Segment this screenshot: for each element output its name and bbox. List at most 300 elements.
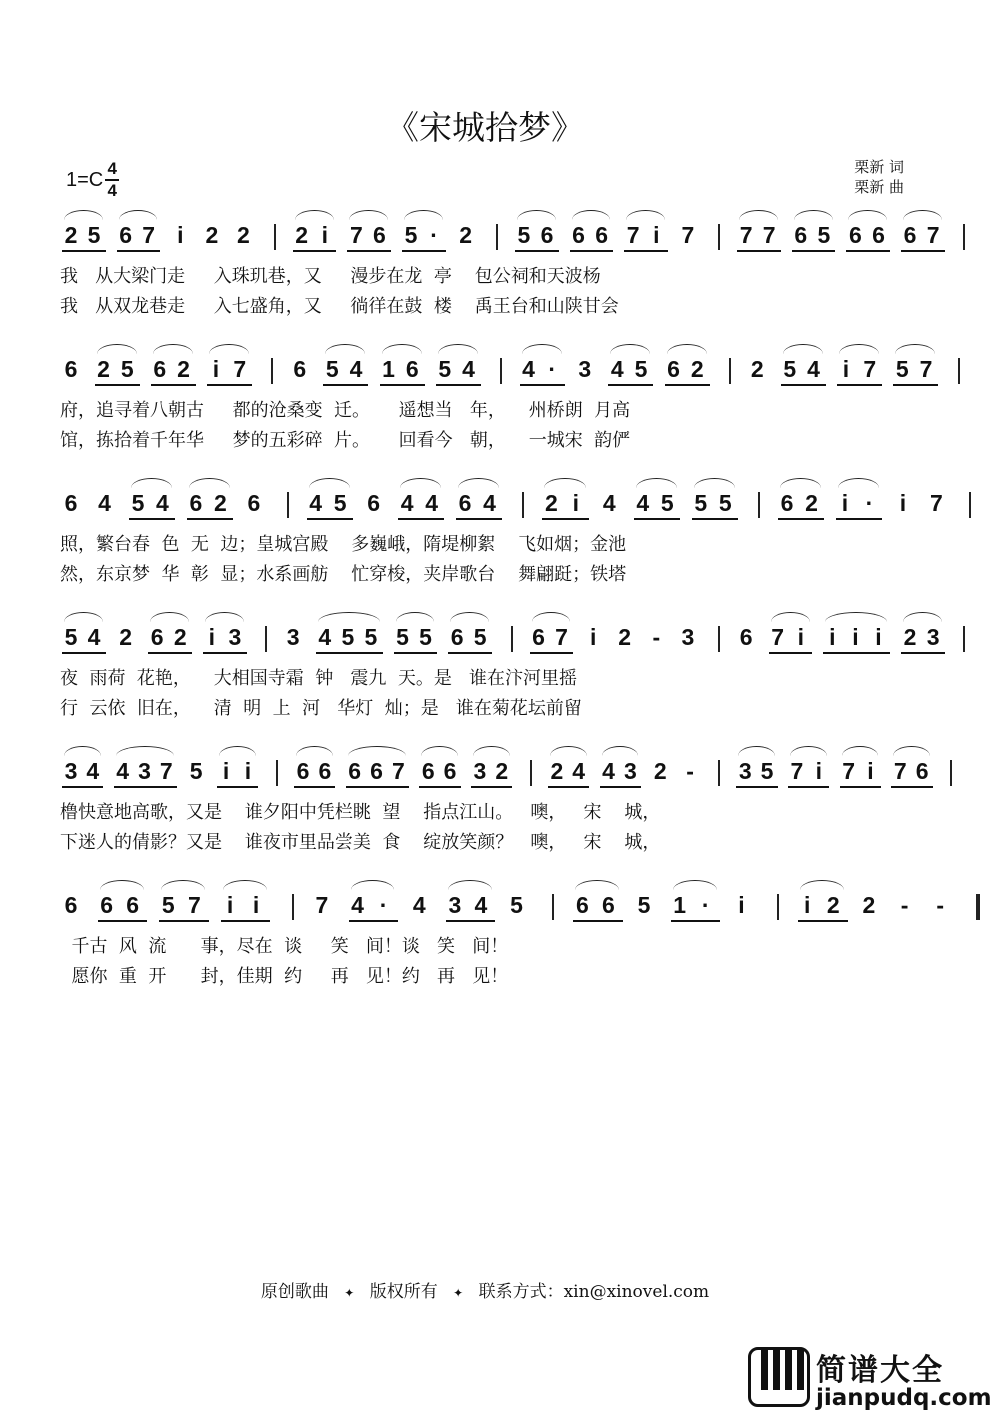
beam-underline <box>307 518 353 520</box>
note: 7 <box>233 356 247 382</box>
slur <box>64 746 101 756</box>
note: i <box>852 624 859 650</box>
barline <box>530 760 532 786</box>
beam-underline <box>548 786 589 788</box>
slur <box>205 612 244 622</box>
note: i <box>208 624 216 650</box>
note: 6 <box>849 222 862 248</box>
beam-underline <box>840 786 881 788</box>
credits <box>854 157 904 197</box>
beam-underline <box>316 652 383 654</box>
note: · <box>548 356 557 382</box>
note: 4 <box>98 490 111 516</box>
note: 7 <box>893 758 907 784</box>
barline <box>758 492 760 518</box>
note: 2 <box>237 222 250 248</box>
note: 5 <box>517 222 531 248</box>
beam-underline <box>323 384 368 386</box>
slur <box>838 478 879 488</box>
note: 3 <box>681 624 695 650</box>
note: 6 <box>153 356 167 382</box>
note: 4 <box>602 758 615 784</box>
beam-underline <box>62 652 106 654</box>
note: 2 <box>173 624 187 650</box>
beam-underline <box>456 518 502 520</box>
note: 4 <box>351 892 364 918</box>
note: 7 <box>842 758 856 784</box>
note: 2 <box>495 758 509 784</box>
beam-underline <box>781 384 826 386</box>
note: i <box>829 624 836 650</box>
note: 3 <box>138 758 151 784</box>
beam-underline <box>203 652 247 654</box>
note: 5 <box>783 356 797 382</box>
note: 2 <box>64 222 78 248</box>
note: 6 <box>667 356 680 382</box>
footer-text-copyright: 版权所有 <box>369 1282 438 1302</box>
note: i <box>572 490 580 516</box>
beam-underline <box>293 250 337 252</box>
note: 4 <box>400 490 414 516</box>
beam-underline <box>419 786 460 788</box>
time-signature <box>105 160 119 200</box>
note: 6 <box>126 892 140 918</box>
beam-underline <box>624 250 668 252</box>
note: 6 <box>780 490 794 516</box>
note: 3 <box>926 624 940 650</box>
slur <box>119 210 158 220</box>
beam-underline <box>187 518 233 520</box>
note: 2 <box>805 490 818 516</box>
beam-underline <box>692 518 738 520</box>
beam-underline <box>436 384 481 386</box>
beam-underline <box>471 786 512 788</box>
note: 7 <box>926 222 940 248</box>
note: 5 <box>64 624 78 650</box>
barline <box>265 626 267 652</box>
barline <box>511 626 513 652</box>
lyric-text: 我 从双龙巷走 入七盛角，又 徜徉在鼓 楼 禹王台和山陕甘会 <box>60 296 619 317</box>
slur <box>667 344 707 354</box>
note: 7 <box>919 356 933 382</box>
barline <box>950 760 952 786</box>
lyric-text: 行 云依 旧在， 清 明 上 河 华灯 灿；是 谁在菊花坛前留 <box>60 698 582 719</box>
note: 3 <box>738 758 752 784</box>
note: 5 <box>817 222 831 248</box>
note: i <box>738 892 745 918</box>
note: 2 <box>177 356 190 382</box>
star-icon: ✦ <box>453 1286 464 1300</box>
slur <box>739 210 778 220</box>
slur <box>153 344 193 354</box>
note: 3 <box>578 356 592 382</box>
note: 6 <box>119 222 133 248</box>
note: 2 <box>550 758 564 784</box>
note: 7 <box>930 490 943 516</box>
note: 3 <box>623 758 637 784</box>
beam-underline <box>346 786 409 788</box>
note: 6 <box>64 356 78 382</box>
note: 4 <box>474 892 488 918</box>
barline <box>777 894 779 920</box>
note: 4 <box>318 624 332 650</box>
slur <box>400 478 441 488</box>
note: - <box>652 624 661 650</box>
note: 2 <box>459 222 473 248</box>
note: 7 <box>142 222 156 248</box>
note: 5 <box>718 490 732 516</box>
note: 4 <box>462 356 475 382</box>
logo-name: 简谱大全 <box>816 1353 944 1388</box>
note: 5 <box>404 222 418 248</box>
slur <box>694 478 735 488</box>
slur <box>223 880 267 890</box>
note: 2 <box>862 892 876 918</box>
beam-underline <box>95 384 140 386</box>
beam-underline <box>347 250 391 252</box>
slur <box>895 344 935 354</box>
note: i <box>875 624 882 650</box>
beam-underline <box>901 652 945 654</box>
slur <box>783 344 823 354</box>
score-title: 《宋城拾梦》 <box>386 108 584 147</box>
note: 7 <box>681 222 695 248</box>
lyric-line-2 <box>60 694 910 718</box>
lyric-text: 愿你 重 开 封，佳期 约 再 见！约 再 见！ <box>60 966 509 987</box>
note: 6 <box>405 356 419 382</box>
barline <box>729 358 731 384</box>
slur <box>626 210 665 220</box>
note: 4 <box>156 490 169 516</box>
note: 4 <box>602 490 616 516</box>
beam-underline <box>294 786 335 788</box>
slur <box>673 880 717 890</box>
note: 6 <box>373 222 386 248</box>
slur <box>161 880 205 890</box>
note: 2 <box>653 758 667 784</box>
note: 6 <box>189 490 203 516</box>
barline <box>718 760 720 786</box>
lyric-text: 然，东京梦 华 彰 显；水系画舫 忙穿梭，夹岸歌台 舞翩跹；铁塔 <box>60 564 627 585</box>
slur <box>771 612 810 622</box>
note-line <box>60 490 943 518</box>
beam-underline <box>634 518 680 520</box>
beam-underline <box>837 384 882 386</box>
note: 6 <box>367 490 381 516</box>
beam-underline <box>448 652 492 654</box>
note-line <box>60 892 945 920</box>
note: · <box>379 892 388 918</box>
note: 7 <box>391 758 405 784</box>
beam-underline <box>394 652 438 654</box>
note: 2 <box>295 222 309 248</box>
note: 6 <box>739 624 753 650</box>
slur <box>100 880 144 890</box>
slur <box>396 612 435 622</box>
beam-underline <box>600 786 641 788</box>
note: 6 <box>903 222 917 248</box>
note: 6 <box>458 490 472 516</box>
key-signature <box>66 160 119 200</box>
note: 6 <box>532 624 545 650</box>
note: 6 <box>794 222 808 248</box>
note: i <box>899 490 907 516</box>
slur <box>64 612 103 622</box>
note: 5 <box>396 624 409 650</box>
slur <box>209 344 249 354</box>
beam-underline <box>608 384 653 386</box>
time-bottom: 4 <box>107 181 117 200</box>
note: - <box>686 758 694 784</box>
note: i <box>321 222 328 248</box>
note: 5 <box>637 892 651 918</box>
note: i <box>252 892 260 918</box>
lyric-text: 夜 雨荷 花艳， 大相国寺霜 钟 震九 天。是 谁在汴河里摇 <box>60 668 577 689</box>
note: i <box>842 356 850 382</box>
beam-underline <box>846 250 890 252</box>
note: 2 <box>119 624 133 650</box>
logo-url: jianpudq.com <box>816 1385 992 1411</box>
beam-underline <box>62 786 103 788</box>
slur <box>64 210 103 220</box>
barline <box>552 894 554 920</box>
beam-underline <box>893 384 938 386</box>
note-line <box>60 758 929 786</box>
beam-underline <box>671 920 720 922</box>
slur <box>351 880 395 890</box>
note: 2 <box>213 490 227 516</box>
slur <box>848 210 887 220</box>
beam-underline <box>530 652 574 654</box>
note: 1 <box>382 356 395 382</box>
note: 6 <box>348 758 362 784</box>
note: 5 <box>438 356 452 382</box>
beam-underline <box>398 518 444 520</box>
slur <box>448 880 492 890</box>
note: 5 <box>325 356 339 382</box>
beam-underline <box>446 920 495 922</box>
note: 7 <box>626 222 640 248</box>
note-line <box>60 356 933 384</box>
note: i <box>177 222 184 248</box>
note: - <box>936 892 945 918</box>
note: 5 <box>364 624 378 650</box>
beam-underline <box>217 786 258 788</box>
beam-underline <box>901 250 945 252</box>
slur <box>450 612 489 622</box>
note: 6 <box>915 758 929 784</box>
beam-underline <box>349 920 398 922</box>
note: 6 <box>296 758 310 784</box>
note: 6 <box>64 490 78 516</box>
barline <box>496 224 498 250</box>
beam-underline <box>792 250 836 252</box>
note: 5 <box>341 624 355 650</box>
note: · <box>701 892 710 918</box>
beam-underline <box>114 786 177 788</box>
lyric-line-2 <box>60 962 910 986</box>
beam-underline <box>159 920 208 922</box>
piano-keys-icon <box>748 1347 810 1407</box>
beam-underline <box>778 518 824 520</box>
note: 7 <box>187 892 201 918</box>
note: 6 <box>318 758 332 784</box>
note: 2 <box>544 490 558 516</box>
beam-underline <box>788 786 829 788</box>
note: 2 <box>690 356 704 382</box>
beam-underline <box>573 920 622 922</box>
note: 5 <box>419 624 432 650</box>
slur <box>382 344 422 354</box>
footer <box>0 1277 970 1302</box>
barline <box>274 224 276 250</box>
beam-underline <box>515 250 559 252</box>
slur <box>116 746 175 756</box>
note: 5 <box>510 892 523 918</box>
note: 6 <box>595 222 609 248</box>
note: 5 <box>760 758 774 784</box>
note: 5 <box>895 356 909 382</box>
note: 5 <box>660 490 674 516</box>
barline <box>963 626 965 652</box>
note: i <box>804 892 811 918</box>
beam-underline <box>737 250 781 252</box>
slur <box>325 344 365 354</box>
slur <box>825 612 887 622</box>
note: i <box>867 758 874 784</box>
beam-underline <box>665 384 710 386</box>
lyric-text: 橹快意地高歌，又是 谁夕阳中凭栏眺 望 指点江山。 噢， 宋 城， <box>60 802 661 823</box>
beam-underline <box>542 518 588 520</box>
slur <box>309 478 350 488</box>
note: 4 <box>572 758 586 784</box>
note: 6 <box>421 758 435 784</box>
composer: 栗新 曲 <box>854 178 904 196</box>
note: · <box>430 222 438 248</box>
note: 4 <box>807 356 820 382</box>
lyric-line-2 <box>60 828 910 852</box>
beam-underline <box>207 384 252 386</box>
slur <box>602 746 639 756</box>
footer-text-contact: 联系方式：xin@xinovel.com <box>478 1282 710 1302</box>
beam-underline <box>98 920 147 922</box>
note: 6 <box>443 758 457 784</box>
note: 4 <box>349 356 363 382</box>
barline <box>958 358 960 384</box>
note: 2 <box>205 222 219 248</box>
note: i <box>212 356 220 382</box>
slur <box>532 612 571 622</box>
beam-underline <box>151 384 196 386</box>
barline <box>718 224 720 250</box>
beam-underline <box>117 250 161 252</box>
beam-underline <box>380 384 425 386</box>
note: 4 <box>483 490 496 516</box>
beam-underline <box>823 652 890 654</box>
note: 7 <box>863 356 877 382</box>
slur <box>800 880 844 890</box>
barline <box>976 894 980 920</box>
beam-underline <box>520 384 565 386</box>
lyric-line-1 <box>60 798 910 822</box>
barline <box>500 358 502 384</box>
note: i <box>222 758 230 784</box>
slur <box>636 478 677 488</box>
lyric-line-2 <box>60 426 910 450</box>
barline <box>718 626 720 652</box>
slur <box>219 746 256 756</box>
note: 6 <box>247 490 261 516</box>
beam-underline <box>570 250 614 252</box>
note: 6 <box>602 892 615 918</box>
lyric-text: 府，追寻着八朝古 都的沧桑变 迁。 遥想当 年， 州桥朗 月高 <box>60 400 631 421</box>
note: 7 <box>790 758 804 784</box>
lyric-text: 下迷人的倩影？又是 谁夜市里品尝美 食 绽放笑颜？ 噢， 宋 城， <box>60 832 661 853</box>
slur <box>738 746 775 756</box>
note: i <box>226 892 234 918</box>
slur <box>610 344 650 354</box>
lyric-line-2 <box>60 292 910 316</box>
note: 6 <box>100 892 114 918</box>
beam-underline <box>798 920 847 922</box>
barline <box>963 224 965 250</box>
lyric-line-1 <box>60 530 910 554</box>
slur <box>318 612 380 622</box>
note: i <box>653 222 660 248</box>
slur <box>842 746 879 756</box>
note: 5 <box>694 490 708 516</box>
slur <box>473 746 510 756</box>
beam-underline <box>836 518 882 520</box>
star-icon: ✦ <box>344 1286 355 1300</box>
note: 6 <box>64 892 78 918</box>
note: 2 <box>618 624 632 650</box>
time-top: 4 <box>107 159 117 178</box>
note: 7 <box>739 222 753 248</box>
note: i <box>589 624 597 650</box>
lyric-text: 我 从大梁门走 入珠玑巷，又 漫步在龙 亭 包公祠和天波杨 <box>60 266 601 287</box>
lyric-text: 千古 风 流 事，尽在 谈 笑 间！谈 笑 间！ <box>60 936 509 957</box>
slur <box>903 210 942 220</box>
note: 3 <box>448 892 462 918</box>
note: 4 <box>425 490 438 516</box>
note: 6 <box>872 222 885 248</box>
beam-underline <box>769 652 813 654</box>
slur <box>131 478 172 488</box>
beam-underline <box>62 250 106 252</box>
slur <box>893 746 930 756</box>
note: 7 <box>315 892 329 918</box>
slur <box>575 880 619 890</box>
note: 5 <box>131 490 145 516</box>
slur <box>794 210 833 220</box>
note: 6 <box>572 222 585 248</box>
slur <box>404 210 443 220</box>
note: - <box>900 892 909 918</box>
lyricist: 栗新 词 <box>854 158 904 176</box>
note: 5 <box>333 490 347 516</box>
beam-underline <box>736 786 777 788</box>
slur <box>790 746 827 756</box>
note: 4 <box>309 490 323 516</box>
beam-underline <box>891 786 932 788</box>
beam-underline <box>129 518 175 520</box>
note: 6 <box>293 356 307 382</box>
note: 4 <box>522 356 535 382</box>
note: 2 <box>97 356 110 382</box>
note: 2 <box>903 624 917 650</box>
note: 4 <box>636 490 650 516</box>
